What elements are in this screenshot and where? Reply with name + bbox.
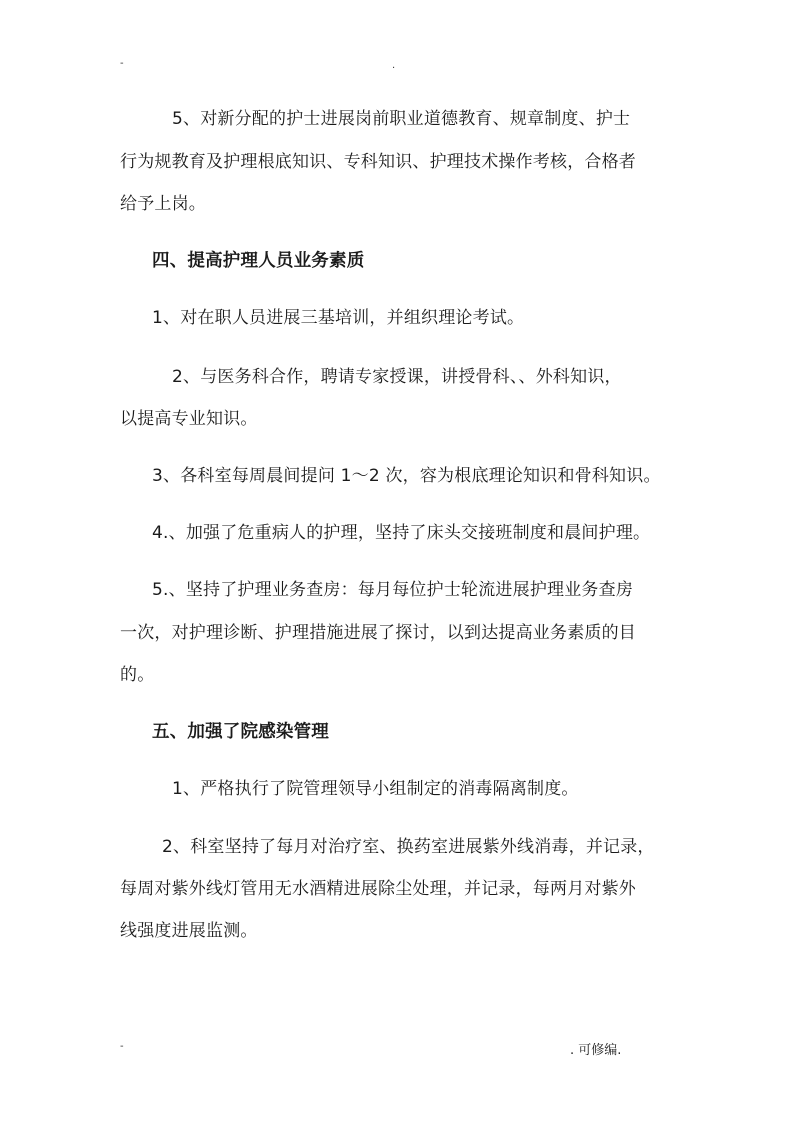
paragraph-line: 2、与医务科合作，聘请专家授课，讲授骨科、、外科知识， (172, 367, 622, 387)
paragraph-line: 每周对紫外线灯管用无水酒精进展除尘处理，并记录，每两月对紫外 (120, 879, 636, 899)
paragraph-line: 以提高专业知识。 (120, 409, 258, 429)
paragraph-line: 行为规教育及护理根底知识、专科知识、护理技术操作考核，合格者 (120, 152, 636, 172)
section-heading: 五、加强了院感染管理 (152, 722, 329, 742)
section-heading: 四、提高护理人员业务素质 (152, 251, 365, 271)
paragraph-line: 5.、坚持了护理业务查房：每月每位护士轮流进展护理业务查房 (152, 580, 634, 600)
footer-left-mark: - (120, 1041, 124, 1052)
paragraph-line: 4.、加强了危重病人的护理，坚持了床头交接班制度和晨间护理。 (152, 523, 651, 543)
paragraph-line: 线强度进展监测。 (120, 921, 258, 941)
paragraph-line: 的。 (120, 665, 155, 685)
paragraph-line: 1、严格执行了院管理领导小组制定的消毒隔离制度。 (172, 779, 579, 799)
footer-editable-note: . 可修编. (570, 1043, 622, 1058)
header-center-mark: . (392, 60, 396, 71)
paragraph-line: 2、科室坚持了每月对治疗室、换药室进展紫外线消毒，并记录， (162, 837, 655, 857)
paragraph-line: 3、各科室每周晨间提问 1～2 次，容为根底理论知识和骨科知识。 (152, 466, 661, 486)
paragraph-line: 一次，对护理诊断、护理措施进展了探讨，以到达提高业务素质的目 (120, 623, 636, 643)
paragraph-line: 给予上岗。 (120, 194, 206, 214)
paragraph-line: 1、对在职人员进展三基培训，并组织理论考试。 (152, 308, 525, 328)
header-left-mark: - (120, 58, 124, 69)
paragraph-line: 5、对新分配的护士进展岗前职业道德教育、规章制度、护士 (172, 109, 631, 129)
